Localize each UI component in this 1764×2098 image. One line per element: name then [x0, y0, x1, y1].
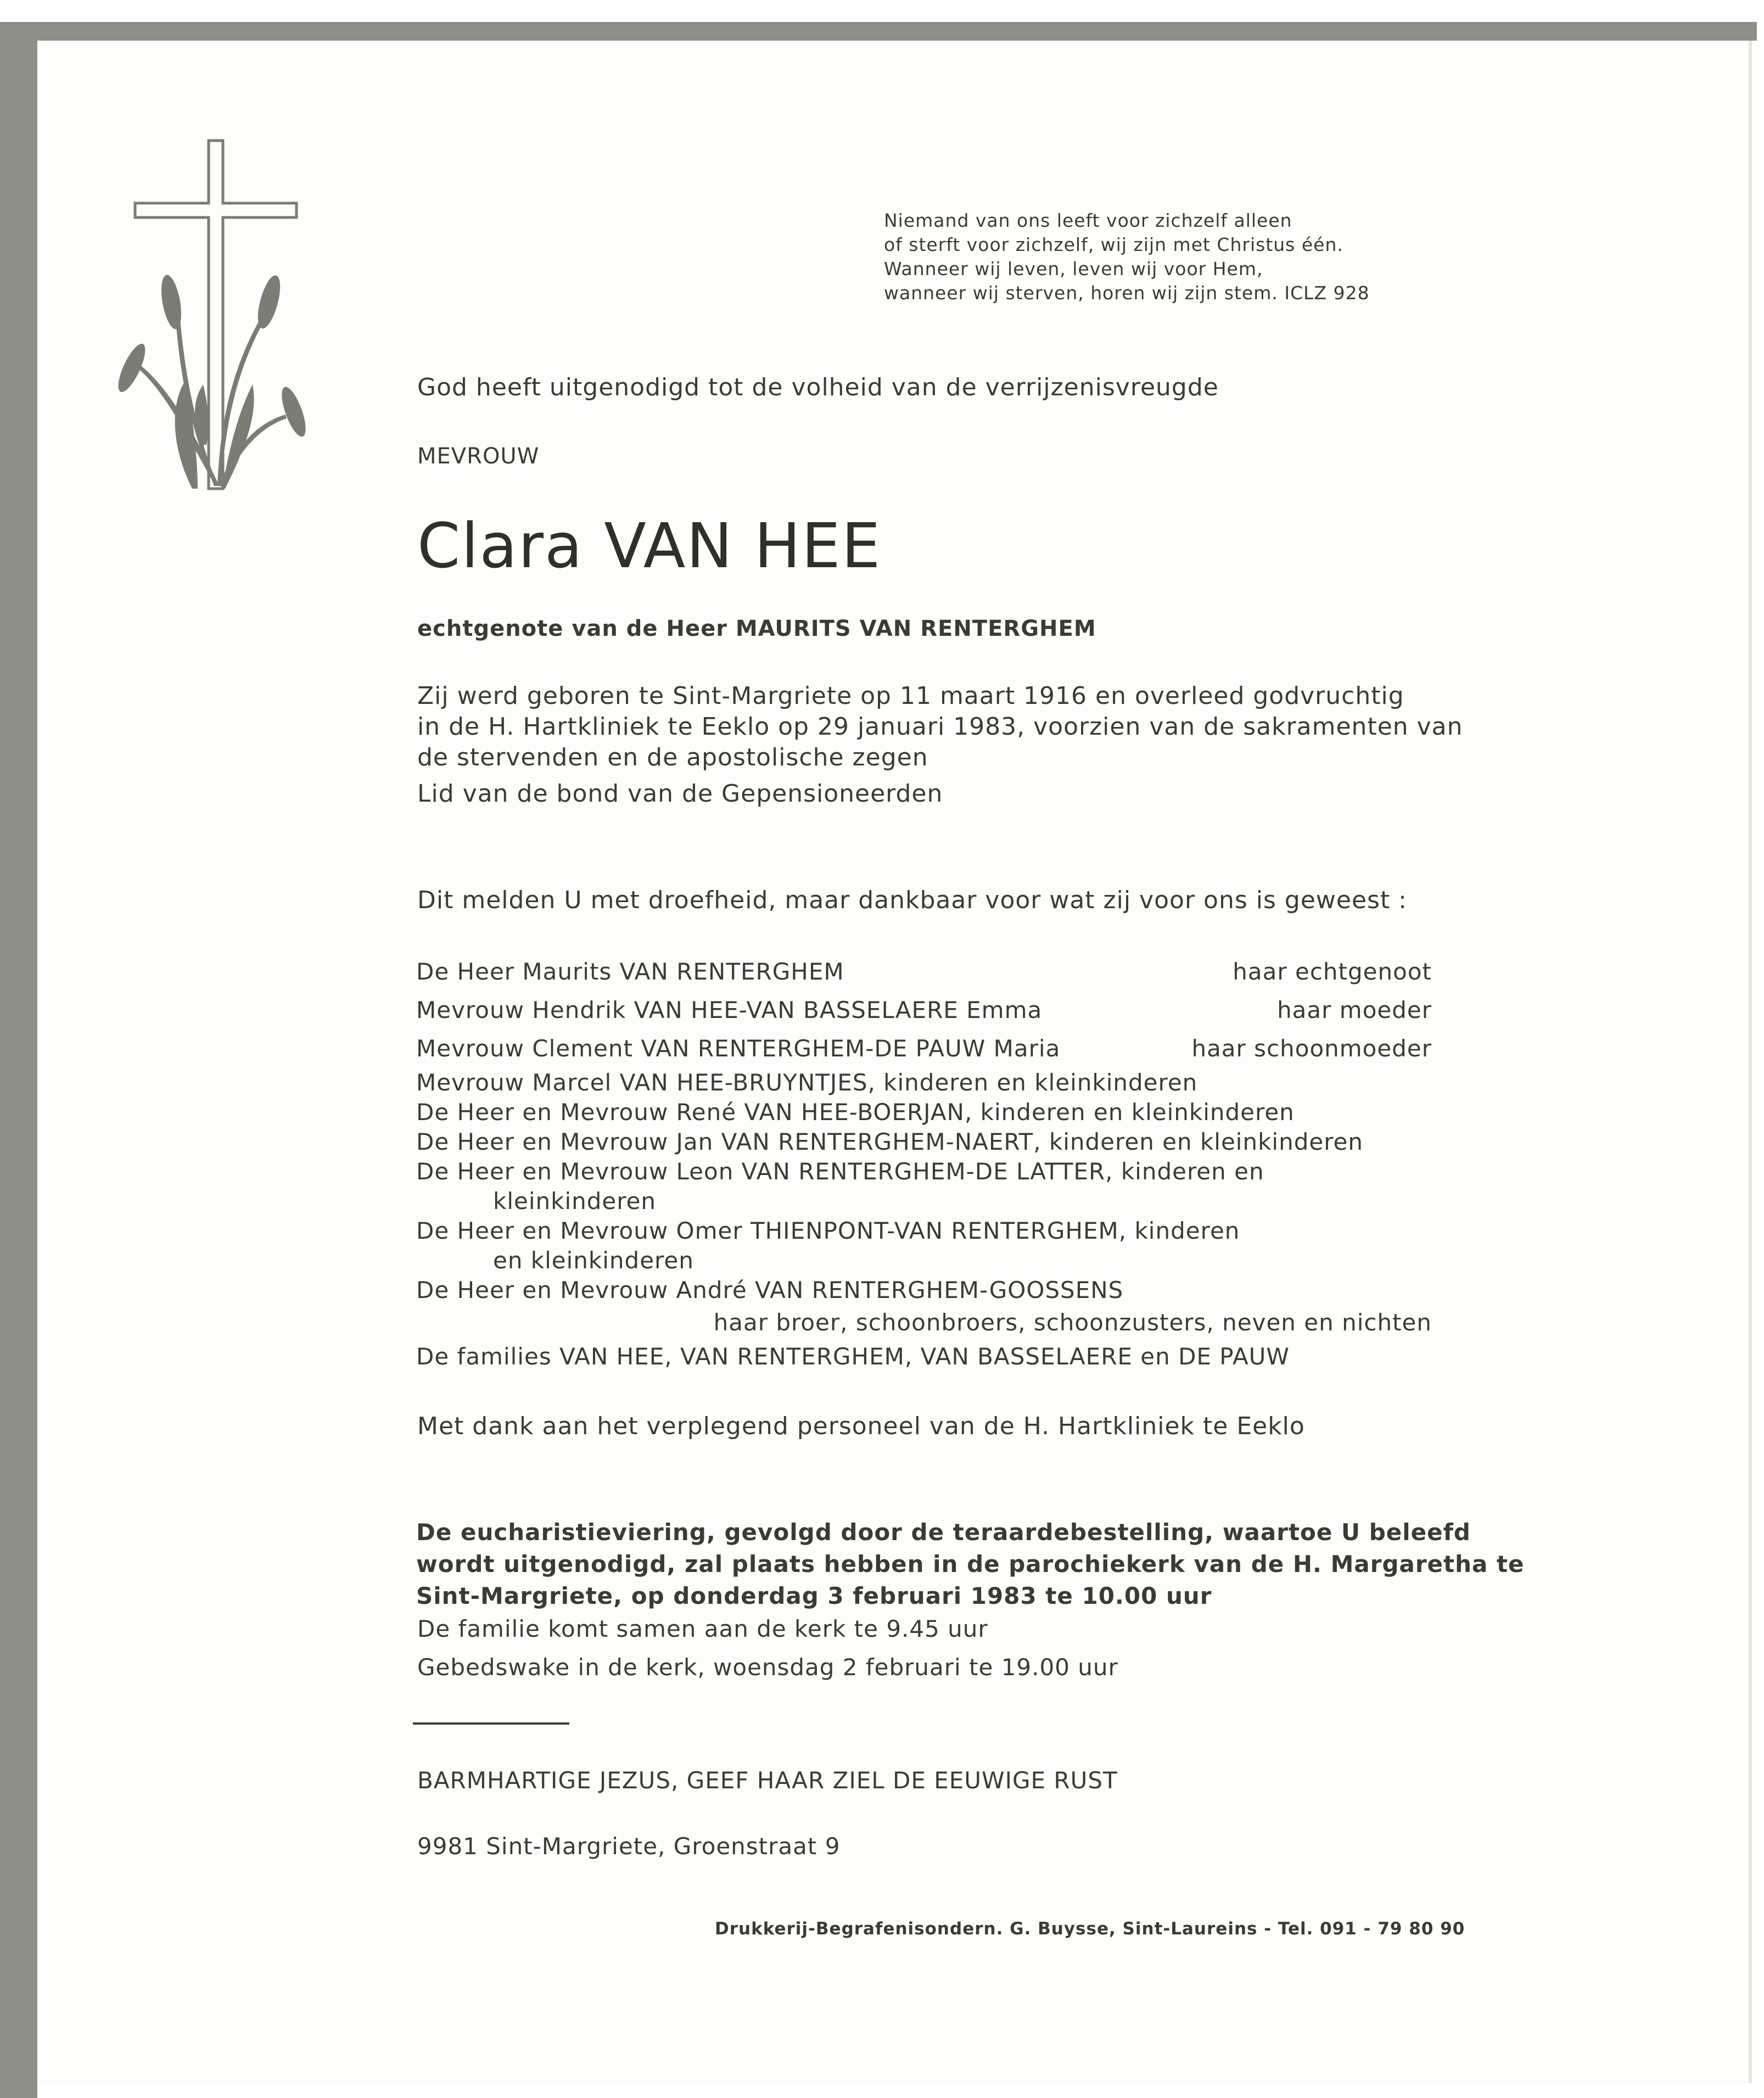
membership-line: Lid van de bond van de Gepensioneerden: [417, 780, 943, 808]
mourner-line-continued: en kleinkinderen: [493, 1247, 694, 1274]
honorific: MEVROUW: [417, 444, 540, 469]
paragraph-line: de stervenden en de apostolische zegen: [417, 743, 928, 771]
mourner-row: [416, 953, 1432, 991]
card-edge: [1749, 41, 1752, 2083]
divider: [413, 1722, 569, 1725]
mourner-line: Mevrouw Marcel VAN HEE-BRUYNTJES, kinderen en kleinkinderen: [416, 1069, 1198, 1096]
gathering-line: De familie komt samen aan de kerk te 9.45 uur: [417, 1615, 988, 1642]
spouse-line: echtgenote van de Heer MAURITS VAN RENTERGHEM: [417, 616, 1096, 641]
mourner-line: De Heer en Mevrouw René VAN HEE-BOERJAN, kinderen en kleinkinderen: [416, 1099, 1295, 1126]
address-line: 9981 Sint-Margriete, Groenstraat 9: [417, 1833, 841, 1860]
families-line: De families VAN HEE, VAN RENTERGHEM, VAN BASSELAERE en DE PAUW: [416, 1343, 1290, 1370]
ceremony-paragraph: [416, 1517, 1525, 1612]
deceased-name: Clara VAN HEE: [417, 511, 882, 582]
poem-line: Niemand van ons leeft voor zichzelf alleen: [884, 210, 1292, 231]
mourner-name: De Heer Maurits VAN RENTERGHEM: [416, 958, 844, 985]
mourner-row: [416, 991, 1432, 1030]
cross-with-wheat-icon: [110, 137, 324, 494]
poem-line: Wanneer wij leven, leven wij voor Hem,: [884, 258, 1263, 279]
mourners-list: [416, 953, 1432, 1373]
left-border: [0, 22, 37, 2098]
mourner-relation: haar schoonmoeder: [1191, 1035, 1432, 1062]
mourner-line: De Heer en Mevrouw Jan VAN RENTERGHEM-NAERT, kinderen en kleinkinderen: [416, 1128, 1364, 1155]
poem-line: of sterft voor zichzelf, wij zijn met Christus één.: [884, 234, 1343, 255]
mourner-line: De Heer en Mevrouw André VAN RENTERGHEM-GOOSSENS: [416, 1277, 1124, 1303]
paragraph-line: in de H. Hartkliniek te Eeklo op 29 januari 1983, voorzien van de sakramenten van: [417, 713, 1463, 741]
paragraph-line: Sint-Margriete, op donderdag 3 februari 1983 te 10.00 uur: [416, 1582, 1212, 1609]
mourner-line: De Heer en Mevrouw Omer THIENPONT-VAN RENTERGHEM, kinderen: [416, 1217, 1240, 1244]
paragraph-line: De eucharistieviering, gevolgd door de teraardebestelling, waartoe U beleefd: [416, 1519, 1471, 1546]
mourner-relation: haar echtgenoot: [1233, 958, 1432, 985]
mourner-line: De Heer en Mevrouw Leon VAN RENTERGHEM-DE LATTER, kinderen en: [416, 1158, 1264, 1185]
paragraph-line: wordt uitgenodigd, zal plaats hebben in de parochiekerk van de H. Margaretha te: [416, 1551, 1525, 1577]
printer-credit: Drukkerij-Begrafenisondern. G. Buysse, Sint-Laureins - Tel. 091 - 79 80 90: [715, 1919, 1465, 1939]
mourner-row: [416, 1030, 1432, 1068]
poem-quote: [884, 209, 1370, 305]
intro-text: God heeft uitgenodigd tot de volheid van de verrijzenisvreugde: [417, 373, 1219, 401]
siblings-line: haar broer, schoonbroers, schoonzusters, neven en nichten: [713, 1309, 1432, 1336]
paragraph-line: Zij werd geboren te Sint-Margriete op 11 maart 1916 en overleed godvruchtig: [417, 682, 1404, 710]
mourner-relation: haar moeder: [1277, 997, 1432, 1023]
mourner-name: Mevrouw Hendrik VAN HEE-VAN BASSELAERE Emma: [416, 997, 1043, 1023]
announcement-line: Dit melden U met droefheid, maar dankbaar voor wat zij voor ons is geweest :: [417, 886, 1407, 914]
mourner-line-continued: kleinkinderen: [493, 1188, 657, 1215]
prayer-line: BARMHARTIGE JEZUS, GEEF HAAR ZIEL DE EEUWIGE RUST: [417, 1767, 1118, 1794]
thanks-line: Met dank aan het verplegend personeel van de H. Hartkliniek te Eeklo: [417, 1412, 1305, 1440]
top-border: [0, 22, 1757, 41]
mourner-name: Mevrouw Clement VAN RENTERGHEM-DE PAUW Maria: [416, 1035, 1061, 1062]
vigil-line: Gebedswake in de kerk, woensdag 2 februari te 19.00 uur: [417, 1654, 1118, 1681]
birth-death-paragraph: [417, 681, 1463, 773]
poem-line: wanneer wij sterven, horen wij zijn stem. ICLZ 928: [884, 282, 1370, 304]
